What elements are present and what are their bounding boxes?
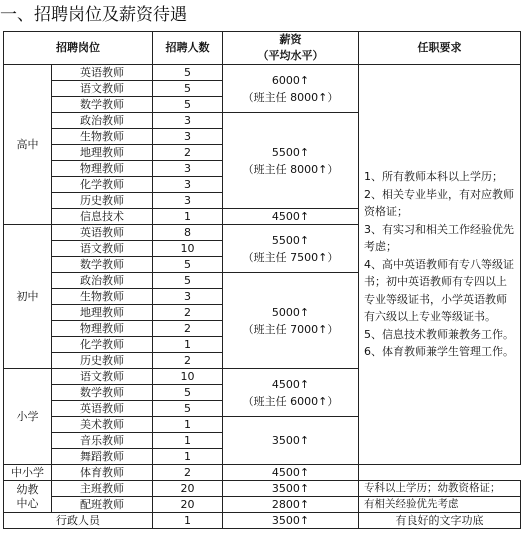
count-cell: 1 — [153, 433, 223, 449]
count-cell: 3 — [153, 289, 223, 305]
count-cell: 1 — [153, 417, 223, 433]
salary-cell: 4500↑ （班主任 6000↑） — [223, 369, 359, 417]
header-salary: 薪资 （平均水平） — [223, 32, 359, 65]
table-row — [4, 497, 521, 513]
subject-cell: 化学教师 — [52, 337, 153, 353]
requirements-admin: 有良好的文字功底 — [359, 513, 521, 529]
subject-cell: 地理教师 — [52, 145, 153, 161]
table-row — [4, 65, 521, 81]
subject-cell: 数学教师 — [52, 385, 153, 401]
salary-cell: 3500↑ — [223, 513, 359, 529]
subject-cell: 数学教师 — [52, 257, 153, 273]
subject-cell: 生物教师 — [52, 129, 153, 145]
count-cell: 3 — [153, 113, 223, 129]
requirements-kg-2: 有相关经验优先考虑 — [359, 497, 521, 513]
count-cell: 1 — [153, 449, 223, 465]
count-cell: 5 — [153, 65, 223, 81]
salary-cell: 5000↑ （班主任 7000↑） — [223, 273, 359, 369]
salary-cell: 4500↑ — [223, 465, 359, 481]
count-cell: 5 — [153, 97, 223, 113]
subject-cell: 语文教师 — [52, 369, 153, 385]
count-cell: 2 — [153, 305, 223, 321]
recruitment-table — [3, 31, 521, 529]
subject-cell: 英语教师 — [52, 401, 153, 417]
count-cell: 5 — [153, 273, 223, 289]
subject-cell: 生物教师 — [52, 289, 153, 305]
subject-cell: 美术教师 — [52, 417, 153, 433]
level-middle: 初中 — [4, 225, 52, 369]
count-cell: 3 — [153, 193, 223, 209]
requirements-kg-1: 专科以上学历；幼教资格证； — [359, 481, 521, 497]
table-row — [4, 465, 521, 481]
subject-cell: 政治教师 — [52, 113, 153, 129]
count-cell: 1 — [153, 337, 223, 353]
count-cell: 3 — [153, 161, 223, 177]
count-cell: 5 — [153, 401, 223, 417]
subject-cell: 语文教师 — [52, 81, 153, 97]
header-count: 招聘人数 — [153, 32, 223, 65]
subject-cell: 语文教师 — [52, 241, 153, 257]
subject-cell: 化学教师 — [52, 177, 153, 193]
count-cell: 1 — [153, 209, 223, 225]
table-row — [4, 481, 521, 497]
subject-cell: 主班教师 — [52, 481, 153, 497]
header-position: 招聘岗位 — [4, 32, 153, 65]
subject-cell: 音乐教师 — [52, 433, 153, 449]
subject-cell: 体育教师 — [52, 465, 153, 481]
salary-cell: 2800↑ — [223, 497, 359, 513]
salary-cell: 6000↑ （班主任 8000↑） — [223, 65, 359, 113]
count-cell: 3 — [153, 177, 223, 193]
count-cell: 8 — [153, 225, 223, 241]
count-cell: 20 — [153, 497, 223, 513]
count-cell: 2 — [153, 465, 223, 481]
count-cell: 10 — [153, 369, 223, 385]
subject-cell: 信息技术 — [52, 209, 153, 225]
salary-cell: 5500↑ （班主任 7500↑） — [223, 225, 359, 273]
subject-cell: 地理教师 — [52, 305, 153, 321]
count-cell: 5 — [153, 257, 223, 273]
header-requirements: 任职要求 — [359, 32, 521, 65]
subject-cell: 物理教师 — [52, 321, 153, 337]
requirements-main: 1、所有教师本科以上学历； 2、相关专业毕业，有对应教师资格证； 3、有实习和相关工作经验优先考虑； 4、高中英语教师有专八等级证书；初中英语教师有专四以上专业等级证书，小学英语教师有六级以上专业等级证书。 5、信息技术教师兼教务工作。 6、体育教师兼学生管理工作。 — [359, 65, 521, 465]
count-cell: 1 — [153, 513, 223, 529]
salary-cell: 3500↑ — [223, 417, 359, 465]
table-row — [4, 513, 521, 529]
count-cell: 2 — [153, 353, 223, 369]
subject-cell: 历史教师 — [52, 353, 153, 369]
level-admin: 行政人员 — [4, 513, 153, 529]
count-cell: 3 — [153, 129, 223, 145]
level-primary: 小学 — [4, 369, 52, 465]
salary-cell: 5500↑ （班主任 8000↑） — [223, 113, 359, 209]
subject-cell: 政治教师 — [52, 273, 153, 289]
header-row — [4, 32, 521, 65]
count-cell: 5 — [153, 81, 223, 97]
salary-cell: 4500↑ — [223, 209, 359, 225]
subject-cell: 英语教师 — [52, 65, 153, 81]
subject-cell: 历史教师 — [52, 193, 153, 209]
salary-cell: 3500↑ — [223, 481, 359, 497]
count-cell: 20 — [153, 481, 223, 497]
page-title: 一、招聘岗位及薪资待遇 — [0, 5, 187, 25]
subject-cell: 物理教师 — [52, 161, 153, 177]
level-kindergarten: 幼教 中心 — [4, 481, 52, 513]
subject-cell: 英语教师 — [52, 225, 153, 241]
subject-cell: 数学教师 — [52, 97, 153, 113]
count-cell: 2 — [153, 321, 223, 337]
count-cell: 10 — [153, 241, 223, 257]
level-k12: 中小学 — [4, 465, 52, 481]
count-cell: 5 — [153, 385, 223, 401]
level-high: 高中 — [4, 65, 52, 225]
subject-cell: 配班教师 — [52, 497, 153, 513]
count-cell: 2 — [153, 145, 223, 161]
subject-cell: 舞蹈教师 — [52, 449, 153, 465]
